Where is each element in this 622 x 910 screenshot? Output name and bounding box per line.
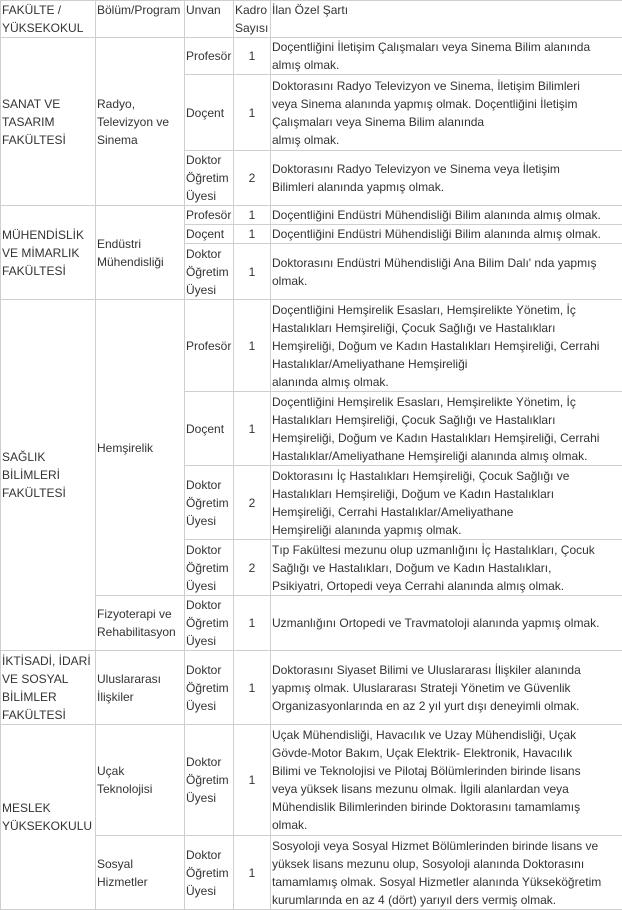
program-cell: Sosyal Hizmetler [96, 836, 185, 910]
table-row [1, 300, 622, 392]
header-condition: İlan Özel Şartı [271, 1, 622, 38]
title-cell: Profesör [185, 300, 234, 392]
count-cell: 1 [234, 75, 271, 151]
title-cell: Doktor Öğretim Üyesi [185, 725, 234, 836]
count-cell: 1 [234, 836, 271, 910]
title-cell: Doktor Öğretim Üyesi [185, 151, 234, 206]
condition-cell: Doçentliğini Endüstri Mühendisliği Bilim alanında almış olmak. [271, 206, 622, 225]
header-faculty: FAKÜLTE / YÜKSEKOKUL [1, 1, 96, 38]
program-cell: Radyo, Televizyon ve Sinema [96, 38, 185, 206]
faculty-cell: SAĞLIK BİLİMLERİ FAKÜLTESİ [1, 300, 96, 651]
title-cell: Profesör [185, 38, 234, 75]
condition-cell: Uzmanlığını Ortopedi ve Travmatoloji alanında yapmış olmak. [271, 596, 622, 651]
faculty-cell: MESLEK YÜKSEKOKULU [1, 725, 96, 910]
count-cell: 2 [234, 540, 271, 596]
condition-cell: Doktorasını Radyo Televizyon ve Sinema veya İletişim Bilimleri alanında yapmış olmak. [271, 151, 622, 206]
condition-cell: Sosyoloji veya Sosyal Hizmet Bölümlerinden birinde lisans ve yüksek lisans mezunu olup, Sosyoloji alanında Doktorasını tamamlamış olmak. Sosyal Hizmetler alanında Yükseköğretim kurumlarında en az 4 (dört) yarıyıl ders vermiş olmak. [271, 836, 622, 910]
title-cell: Doçent [185, 225, 234, 244]
table-header-row [1, 1, 622, 38]
faculty-cell: MÜHENDİSLİK VE MİMARLIK FAKÜLTESİ [1, 206, 96, 300]
title-cell: Doktor Öğretim Üyesi [185, 540, 234, 596]
count-cell: 1 [234, 725, 271, 836]
count-cell: 1 [234, 651, 271, 725]
title-cell: Profesör [185, 206, 234, 225]
condition-cell: Doçentliğini İletişim Çalışmaları veya Sinema Bilim alanında almış olmak. [271, 38, 622, 75]
condition-cell: Uçak Mühendisliği, Havacılık ve Uzay Mühendisliği, Uçak Gövde-Motor Bakım, Uçak Elektrik- Elektronik, Havacılık Bilimi ve Teknolojisi ve Pilotaj Bölümlerinden birinde lisans veya yüksek lisans mezunu olmak. İlgili alanlardan veya Mühendislik Bilimlerinden birinde Doktorasını tamamlamış olmak. [271, 725, 622, 836]
condition-cell: Doktorasını Endüstri Mühendisliği Ana Bilim Dalı' nda yapmış olmak. [271, 244, 622, 300]
condition-cell: Doçentliğini Hemşirelik Esasları, Hemşirelikte Yönetim, İç Hastalıkları Hemşireliği, Çocuk Sağlığı ve Hastalıkları Hemşireliği, Doğum ve Kadın Hastalıkları Hemşireliği, Cerrahi Hastalıklar/Ameliyathane Hemşireliği alanında almış olmak. [271, 392, 622, 466]
program-cell: Uçak Teknolojisi [96, 725, 185, 836]
table-row [1, 725, 622, 836]
count-cell: 1 [234, 244, 271, 300]
condition-cell: Tıp Fakültesi mezunu olup uzmanlığını İç Hastalıkları, Çocuk Sağlığı ve Hastalıkları, Doğum ve Kadın Hastalıkları, Psikiyatri, Ortopedi veya Cerrahi alanında almış olmak. [271, 540, 622, 596]
header-count: Kadro Sayısı [234, 1, 271, 38]
program-cell: Hemşirelik [96, 300, 185, 596]
title-cell: Doçent [185, 75, 234, 151]
title-cell: Doktor Öğretim Üyesi [185, 244, 234, 300]
condition-cell: Doçentliğini Hemşirelik Esasları, Hemşirelikte Yönetim, İç Hastalıkları Hemşireliği, Çocuk Sağlığı ve Hastalıkları Hemşireliği, Doğum ve Kadın Hastalıkları Hemşireliği, Cerrahi Hastalıklar/Ameliyathane Hemşireliği alanında almış olmak. [271, 300, 622, 392]
title-cell: Doktor Öğretim Üyesi [185, 836, 234, 910]
condition-cell: Doçentliğini Endüstri Mühendisliği Bilim alanında almış olmak. [271, 225, 622, 244]
program-cell: Uluslararası İlişkiler [96, 651, 185, 725]
condition-cell: Doktorasını İç Hastalıkları Hemşireliği, Çocuk Sağlığı ve Hastalıkları Hemşireliği, Doğum ve Kadın Hastalıkları Hemşireliği, Cerrahi Hastalıklar/Ameliyathane Hemşireliği alanında yapmış olmak. [271, 466, 622, 540]
count-cell: 2 [234, 466, 271, 540]
title-cell: Doçent [185, 392, 234, 466]
condition-cell: Doktorasını Siyaset Bilimi ve Uluslararası İlişkiler alanında yapmış olmak. Uluslararası Strateji Yönetim ve Güvenlik Organizasyonlarında en az 2 yıl yurt dışı deneyimli olmak. [271, 651, 622, 725]
table-row [1, 206, 622, 225]
faculty-cell: İKTİSADİ, İDARİ VE SOSYAL BİLİMLER FAKÜLTESİ [1, 651, 96, 725]
title-cell: Doktor Öğretim Üyesi [185, 596, 234, 651]
title-cell: Doktor Öğretim Üyesi [185, 466, 234, 540]
header-program: Bölüm/Program [96, 1, 185, 38]
title-cell: Doktor Öğretim Üyesi [185, 651, 234, 725]
table-row [1, 38, 622, 75]
header-title: Unvan [185, 1, 234, 38]
count-cell: 1 [234, 38, 271, 75]
table-row [1, 651, 622, 725]
faculty-cell: SANAT VE TASARIM FAKÜLTESİ [1, 38, 96, 206]
count-cell: 2 [234, 151, 271, 206]
count-cell: 1 [234, 392, 271, 466]
count-cell: 1 [234, 596, 271, 651]
condition-cell: Doktorasını Radyo Televizyon ve Sinema, İletişim Bilimleri veya Sinema alanında yapmış olmak. Doçentliğini İletişim Çalışmaları veya Sinema Bilim alanında almış olmak. [271, 75, 622, 151]
program-cell: Fizyoterapi ve Rehabilitasyon [96, 596, 185, 651]
count-cell: 1 [234, 225, 271, 244]
count-cell: 1 [234, 300, 271, 392]
count-cell: 1 [234, 206, 271, 225]
program-cell: Endüstri Mühendisliği [96, 206, 185, 300]
